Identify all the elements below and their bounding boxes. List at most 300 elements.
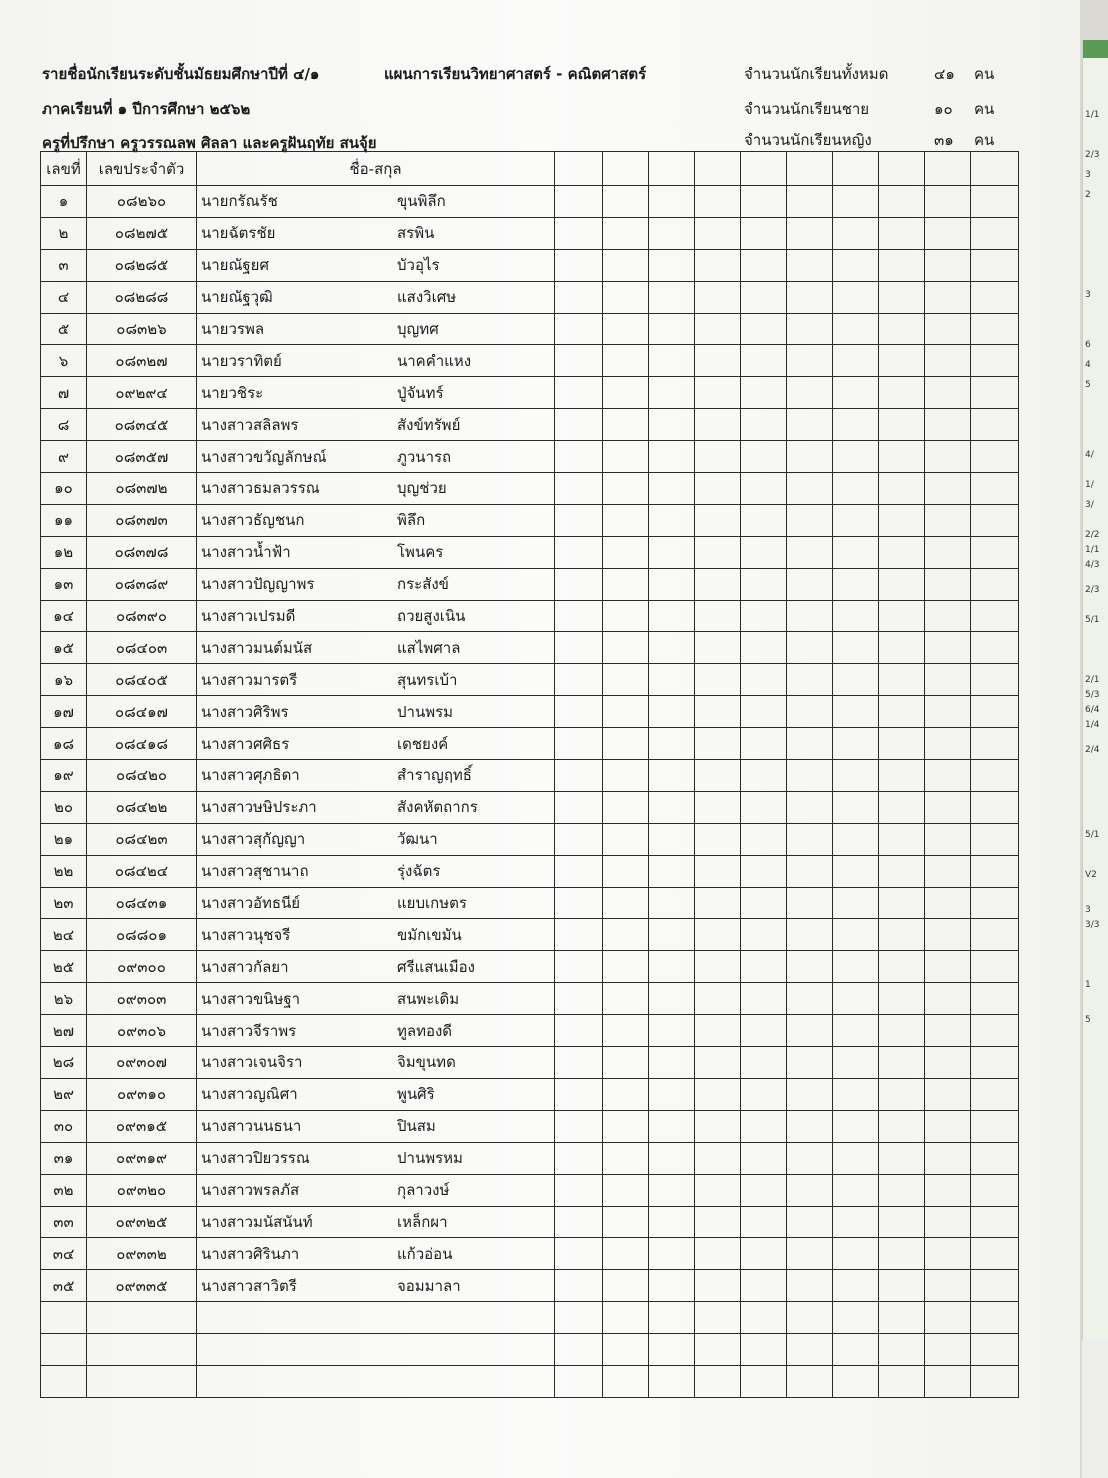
check-cell [741, 473, 787, 505]
check-cell [925, 473, 971, 505]
student-number: ๖ [41, 345, 87, 377]
adjacent-document-cell: 3 [1085, 290, 1091, 300]
student-number: ๒ [41, 217, 87, 249]
check-cell [879, 473, 925, 505]
check-cell [649, 855, 695, 887]
table-row [41, 600, 1019, 632]
check-cell [603, 1142, 649, 1174]
check-cell [971, 1174, 1019, 1206]
table-row [41, 1206, 1019, 1238]
header-check-cell [879, 152, 925, 186]
check-cell [971, 951, 1019, 983]
check-cell [649, 696, 695, 728]
table-row [41, 536, 1019, 568]
student-first-name: นางสาวสุชานาถ [201, 862, 309, 881]
adjacent-document-cell: 5 [1085, 1015, 1091, 1025]
student-first-name: นางสาวเจนจิรา [201, 1053, 303, 1072]
table-row [41, 217, 1019, 249]
check-cell [879, 377, 925, 409]
check-cell [741, 855, 787, 887]
student-number: ๑๐ [41, 473, 87, 505]
check-cell [925, 696, 971, 728]
student-name [197, 887, 555, 919]
check-cell [787, 186, 833, 218]
check-cell [787, 728, 833, 760]
check-cell [925, 536, 971, 568]
check-cell [879, 855, 925, 887]
check-cell [603, 473, 649, 505]
check-cell [787, 1015, 833, 1047]
check-cell [971, 791, 1019, 823]
check-cell [649, 919, 695, 951]
table-row [41, 473, 1019, 505]
check-cell [879, 536, 925, 568]
check-cell [879, 1015, 925, 1047]
empty-id-cell [87, 1365, 197, 1397]
check-cell [741, 951, 787, 983]
adjacent-document-cell: 2/2 [1085, 530, 1100, 540]
check-cell [833, 823, 879, 855]
student-last-name: ภูวนารถ [397, 447, 452, 466]
check-cell [603, 186, 649, 218]
adjacent-surface [1082, 1340, 1108, 1478]
empty-number-cell [41, 1365, 87, 1397]
table-row [41, 1238, 1019, 1270]
check-cell [695, 1174, 741, 1206]
check-cell [649, 1110, 695, 1142]
header-check-cell [787, 152, 833, 186]
student-number: ๑ [41, 186, 87, 218]
check-cell [833, 1142, 879, 1174]
student-name [197, 1206, 555, 1238]
student-last-name: เดชยงค์ [397, 734, 449, 753]
check-cell [879, 345, 925, 377]
student-first-name: นางสาวศุภธิดา [201, 766, 300, 785]
check-cell [879, 186, 925, 218]
check-cell [649, 345, 695, 377]
table-row [41, 632, 1019, 664]
check-cell [833, 1302, 879, 1334]
table-row [41, 345, 1019, 377]
check-cell [925, 1047, 971, 1079]
empty-number-cell [41, 1302, 87, 1334]
check-cell [695, 951, 741, 983]
check-cell [787, 760, 833, 792]
check-cell [925, 1365, 971, 1397]
check-cell [695, 313, 741, 345]
check-cell [695, 1078, 741, 1110]
check-cell [787, 632, 833, 664]
advisor-info: ครูที่ปรึกษา ครูวรรณลพ ศิลลา และครูฝันฤทัย สนจุ้ย [42, 134, 377, 152]
student-name [197, 441, 555, 473]
check-cell [925, 728, 971, 760]
check-cell [787, 281, 833, 313]
check-cell [603, 1270, 649, 1302]
check-cell [741, 887, 787, 919]
student-name [197, 760, 555, 792]
check-cell [879, 823, 925, 855]
check-cell [879, 760, 925, 792]
check-cell [833, 760, 879, 792]
check-cell [695, 441, 741, 473]
check-cell [555, 377, 603, 409]
table-row [41, 951, 1019, 983]
header-check-cell [649, 152, 695, 186]
check-cell [787, 568, 833, 600]
adjacent-document-cell: 4/ [1085, 450, 1094, 460]
check-cell [787, 313, 833, 345]
student-id: ๐๘๔๐๕ [87, 664, 197, 696]
check-cell [787, 441, 833, 473]
student-last-name: กุลาวงษ์ [397, 1181, 450, 1200]
check-cell [787, 823, 833, 855]
check-cell [603, 855, 649, 887]
check-cell [555, 504, 603, 536]
student-number: ๒๖ [41, 983, 87, 1015]
student-id: ๐๙๓๓๕ [87, 1270, 197, 1302]
check-cell [787, 696, 833, 728]
adjacent-document-cell: 5/3 [1085, 690, 1100, 700]
check-cell [787, 377, 833, 409]
check-cell [787, 1334, 833, 1366]
check-cell [695, 217, 741, 249]
student-first-name: นางสาวนุชจรี [201, 925, 291, 944]
check-cell [649, 823, 695, 855]
check-cell [879, 504, 925, 536]
student-number: ๑๙ [41, 760, 87, 792]
student-first-name: นางสาวพรลภัส [201, 1181, 300, 1200]
student-name [197, 919, 555, 951]
table-row [41, 664, 1019, 696]
check-cell [925, 1015, 971, 1047]
check-cell [741, 791, 787, 823]
check-cell [603, 441, 649, 473]
student-first-name: นายกรัณรัช [201, 192, 278, 211]
student-first-name: นางสาวสุกัญญา [201, 830, 306, 849]
check-cell [649, 1365, 695, 1397]
student-number: ๑๔ [41, 600, 87, 632]
check-cell [971, 632, 1019, 664]
student-last-name: ปานพรม [397, 702, 454, 721]
adjacent-document-cell: 1 [1085, 980, 1091, 990]
check-cell [603, 1206, 649, 1238]
check-cell [649, 281, 695, 313]
student-last-name: ถวยสูงเนิน [397, 607, 466, 626]
student-first-name: นางสาวปัญญาพร [201, 575, 315, 594]
check-cell [925, 664, 971, 696]
check-cell [879, 791, 925, 823]
check-cell [603, 217, 649, 249]
check-cell [787, 1238, 833, 1270]
student-last-name: บัวอุไร [397, 256, 440, 275]
table-row [41, 249, 1019, 281]
student-last-name: แสงวิเศษ [397, 288, 457, 307]
check-cell [695, 1047, 741, 1079]
check-cell [555, 1270, 603, 1302]
check-cell [971, 664, 1019, 696]
student-first-name: นางสาวศศิธร [201, 734, 290, 753]
check-cell [603, 504, 649, 536]
check-cell [787, 983, 833, 1015]
header-check-cell [741, 152, 787, 186]
adjacent-document-cell: 3/ [1085, 500, 1094, 510]
check-cell [695, 345, 741, 377]
total-unit: คน [974, 65, 995, 83]
adjacent-document-cell: 6 [1085, 340, 1091, 350]
check-cell [649, 1238, 695, 1270]
student-first-name: นายวราทิตย์ [201, 351, 282, 370]
check-cell [925, 791, 971, 823]
table-row [41, 823, 1019, 855]
check-cell [879, 409, 925, 441]
student-first-name: นายฉัตรชัย [201, 224, 276, 243]
check-cell [555, 473, 603, 505]
check-cell [833, 1015, 879, 1047]
check-cell [649, 1142, 695, 1174]
student-name [197, 568, 555, 600]
student-name [197, 1047, 555, 1079]
check-cell [741, 1206, 787, 1238]
check-cell [649, 760, 695, 792]
student-number: ๔ [41, 281, 87, 313]
student-first-name: นางสาวศิรินภา [201, 1244, 300, 1263]
check-cell [833, 855, 879, 887]
student-first-name: นางสาวนนธนา [201, 1117, 302, 1136]
student-name [197, 536, 555, 568]
check-cell [695, 536, 741, 568]
check-cell [741, 760, 787, 792]
student-id: ๐๘๓๔๕ [87, 409, 197, 441]
check-cell [971, 887, 1019, 919]
check-cell [649, 504, 695, 536]
student-number: ๓ [41, 249, 87, 281]
student-number: ๒๓ [41, 887, 87, 919]
table-header-row [41, 152, 1019, 186]
student-first-name: นางสาวธมลวรรณ [201, 479, 320, 498]
check-cell [555, 951, 603, 983]
check-cell [741, 983, 787, 1015]
check-cell [971, 1238, 1019, 1270]
check-cell [603, 1015, 649, 1047]
check-cell [833, 536, 879, 568]
adjacent-document-cell: 1/1 [1085, 545, 1100, 555]
check-cell [925, 600, 971, 632]
female-label: จำนวนนักเรียนหญิง [744, 131, 872, 149]
student-last-name: เหล็กผา [397, 1212, 448, 1231]
student-id: ๐๘๔๑๘ [87, 728, 197, 760]
check-cell [741, 600, 787, 632]
student-name [197, 1238, 555, 1270]
check-cell [879, 632, 925, 664]
student-id: ๐๘๒๘๘ [87, 281, 197, 313]
check-cell [879, 1302, 925, 1334]
header-full-name: ชื่อ-สกุล [197, 152, 555, 186]
check-cell [741, 1270, 787, 1302]
check-cell [649, 1334, 695, 1366]
check-cell [603, 791, 649, 823]
check-cell [649, 377, 695, 409]
student-id: ๐๙๓๐๓ [87, 983, 197, 1015]
check-cell [971, 1270, 1019, 1302]
student-last-name: ขุนพิลึก [397, 192, 446, 211]
check-cell [925, 1302, 971, 1334]
student-number: ๒๙ [41, 1078, 87, 1110]
adjacent-document-cell: 6/4 [1085, 705, 1100, 715]
check-cell [833, 249, 879, 281]
student-name [197, 1174, 555, 1206]
check-cell [603, 1110, 649, 1142]
check-cell [741, 186, 787, 218]
student-roster-table [40, 151, 1019, 1398]
check-cell [787, 217, 833, 249]
check-cell [649, 664, 695, 696]
student-first-name: นางสาวมนต์มนัส [201, 638, 313, 657]
check-cell [971, 281, 1019, 313]
student-id: ๐๘๔๐๓ [87, 632, 197, 664]
check-cell [833, 1270, 879, 1302]
table-row [41, 1015, 1019, 1047]
check-cell [741, 536, 787, 568]
check-cell [925, 568, 971, 600]
student-first-name: นางสาวขนิษฐา [201, 989, 301, 1008]
student-id: ๐๘๓๘๙ [87, 568, 197, 600]
check-cell [925, 887, 971, 919]
check-cell [741, 313, 787, 345]
check-cell [879, 1078, 925, 1110]
check-cell [555, 1047, 603, 1079]
student-last-name: ทูลทองดี [397, 1021, 453, 1040]
table-row [41, 728, 1019, 760]
check-cell [649, 441, 695, 473]
check-cell [971, 473, 1019, 505]
check-cell [649, 887, 695, 919]
check-cell [971, 600, 1019, 632]
student-id: ๐๘๓๙๐ [87, 600, 197, 632]
check-cell [695, 186, 741, 218]
student-name [197, 473, 555, 505]
check-cell [603, 1302, 649, 1334]
check-cell [787, 1047, 833, 1079]
student-last-name: ปานพรหม [397, 1149, 463, 1168]
male-unit: คน [974, 100, 995, 118]
table-row [41, 1110, 1019, 1142]
check-cell [787, 504, 833, 536]
student-name [197, 186, 555, 218]
check-cell [741, 1047, 787, 1079]
check-cell [603, 887, 649, 919]
student-number: ๑๑ [41, 504, 87, 536]
check-cell [695, 855, 741, 887]
student-last-name: จอมมาลา [397, 1276, 461, 1295]
check-cell [649, 728, 695, 760]
check-cell [649, 1015, 695, 1047]
adjacent-document-cell: 2/3 [1085, 150, 1100, 160]
empty-id-cell [87, 1334, 197, 1366]
check-cell [649, 473, 695, 505]
adjacent-document-cell: 4 [1085, 360, 1091, 370]
adjacent-document-cell: 5/1 [1085, 615, 1100, 625]
check-cell [555, 855, 603, 887]
student-number: ๓๒ [41, 1174, 87, 1206]
student-last-name: แสไพศาล [397, 638, 461, 657]
check-cell [833, 951, 879, 983]
check-cell [649, 983, 695, 1015]
check-cell [555, 1110, 603, 1142]
check-cell [879, 1047, 925, 1079]
check-cell [555, 983, 603, 1015]
student-number: ๑๕ [41, 632, 87, 664]
check-cell [741, 1174, 787, 1206]
check-cell [833, 728, 879, 760]
check-cell [555, 217, 603, 249]
empty-name-cell [197, 1365, 555, 1397]
check-cell [971, 568, 1019, 600]
student-last-name: สำราญฤทธิ์ [397, 766, 472, 785]
check-cell [925, 1270, 971, 1302]
check-cell [833, 1206, 879, 1238]
check-cell [925, 1238, 971, 1270]
student-id: ๐๘๒๘๕ [87, 249, 197, 281]
check-cell [741, 568, 787, 600]
check-cell [787, 345, 833, 377]
check-cell [833, 345, 879, 377]
table-row [41, 1270, 1019, 1302]
check-cell [695, 504, 741, 536]
adjacent-document-cell: 2 [1085, 190, 1091, 200]
student-last-name: นาคคำแหง [397, 351, 472, 370]
check-cell [741, 1142, 787, 1174]
check-cell [741, 441, 787, 473]
student-number: ๑๘ [41, 728, 87, 760]
student-number: ๗ [41, 377, 87, 409]
check-cell [741, 1302, 787, 1334]
male-label: จำนวนนักเรียนชาย [744, 100, 870, 118]
check-cell [787, 1142, 833, 1174]
check-cell [695, 1302, 741, 1334]
check-cell [879, 1110, 925, 1142]
check-cell [787, 951, 833, 983]
check-cell [603, 1334, 649, 1366]
student-first-name: นางสาวอัทธนีย์ [201, 894, 301, 913]
student-name [197, 281, 555, 313]
student-last-name: บุญช่วย [397, 479, 447, 498]
check-cell [879, 887, 925, 919]
student-id: ๐๘๓๒๖ [87, 313, 197, 345]
check-cell [971, 409, 1019, 441]
adjacent-document-cell: 3/3 [1085, 920, 1100, 930]
header-check-cell [925, 152, 971, 186]
check-cell [925, 1334, 971, 1366]
check-cell [649, 1270, 695, 1302]
student-first-name: นางสาวษษิประภา [201, 798, 317, 817]
student-first-name: นางสาวธัญชนก [201, 511, 305, 530]
check-cell [879, 441, 925, 473]
check-cell [971, 1334, 1019, 1366]
check-cell [787, 1174, 833, 1206]
check-cell [971, 1078, 1019, 1110]
table-row [41, 281, 1019, 313]
table-row [41, 313, 1019, 345]
check-cell [971, 983, 1019, 1015]
check-cell [971, 504, 1019, 536]
check-cell [833, 1078, 879, 1110]
check-cell [603, 1365, 649, 1397]
student-number: ๑๗ [41, 696, 87, 728]
study-program: แผนการเรียนวิทยาศาสตร์ - คณิตศาสตร์ [384, 65, 647, 83]
check-cell [833, 1334, 879, 1366]
check-cell [971, 696, 1019, 728]
check-cell [971, 728, 1019, 760]
